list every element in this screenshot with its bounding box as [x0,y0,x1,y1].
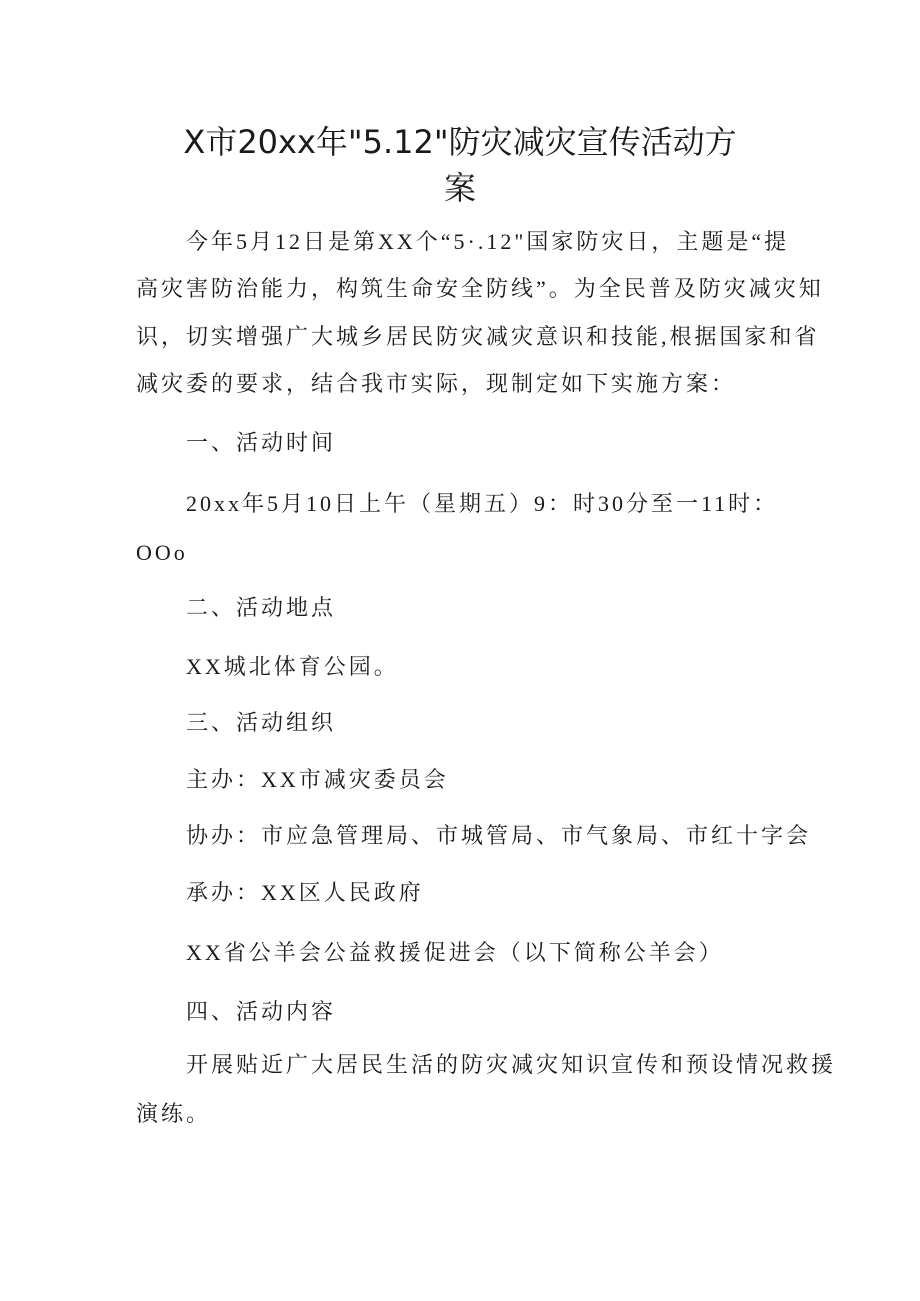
section-3-organizer: 承办：XX区人民政府 [186,880,424,905]
section-4-text-line-2: 演练。 [136,1101,212,1126]
section-4-heading: 四、活动内容 [186,999,337,1024]
section-3-co-host: 协办：市应急管理局、市城管局、市气象局、市红十字会 [186,823,812,848]
intro-line-4: 减灾委的要求，结合我市实际，现制定如下实施方案： [136,371,737,396]
intro-line-2: 高灾害防治能力，构筑生命安全防线”。为全民普及防灾减灾知 [136,276,824,301]
section-1-text-line-2: OOo [136,540,188,565]
section-3-heading: 三、活动组织 [186,710,337,735]
intro-line-3: 识，切实增强广大城乡居民防灾减灾意识和技能,根据国家和省 [136,324,820,349]
section-3-host: 主办：XX市减灾委员会 [186,767,449,792]
section-4-text-line-1: 开展贴近广大居民生活的防灾减灾知识宣传和预设情况救援 [186,1052,837,1077]
section-1-heading: 一、活动时间 [186,430,337,455]
section-2-text: XX城北体育公园。 [186,654,399,679]
section-1-text-line-1: 20xx年5月10日上午（星期五）9：时30分至一11时： [186,491,779,516]
document-title-line-1: X市20xx年"5.12"防灾减灾宣传活动方 [183,123,737,161]
intro-line-1: 今年5月12日是第XX个“5·.12"国家防灾日，主题是“提 [186,229,790,254]
document-title-line-2: 案 [443,169,476,207]
section-2-heading: 二、活动地点 [186,595,337,620]
section-3-partner: XX省公羊会公益救援促进会（以下简称公羊会） [186,940,724,965]
